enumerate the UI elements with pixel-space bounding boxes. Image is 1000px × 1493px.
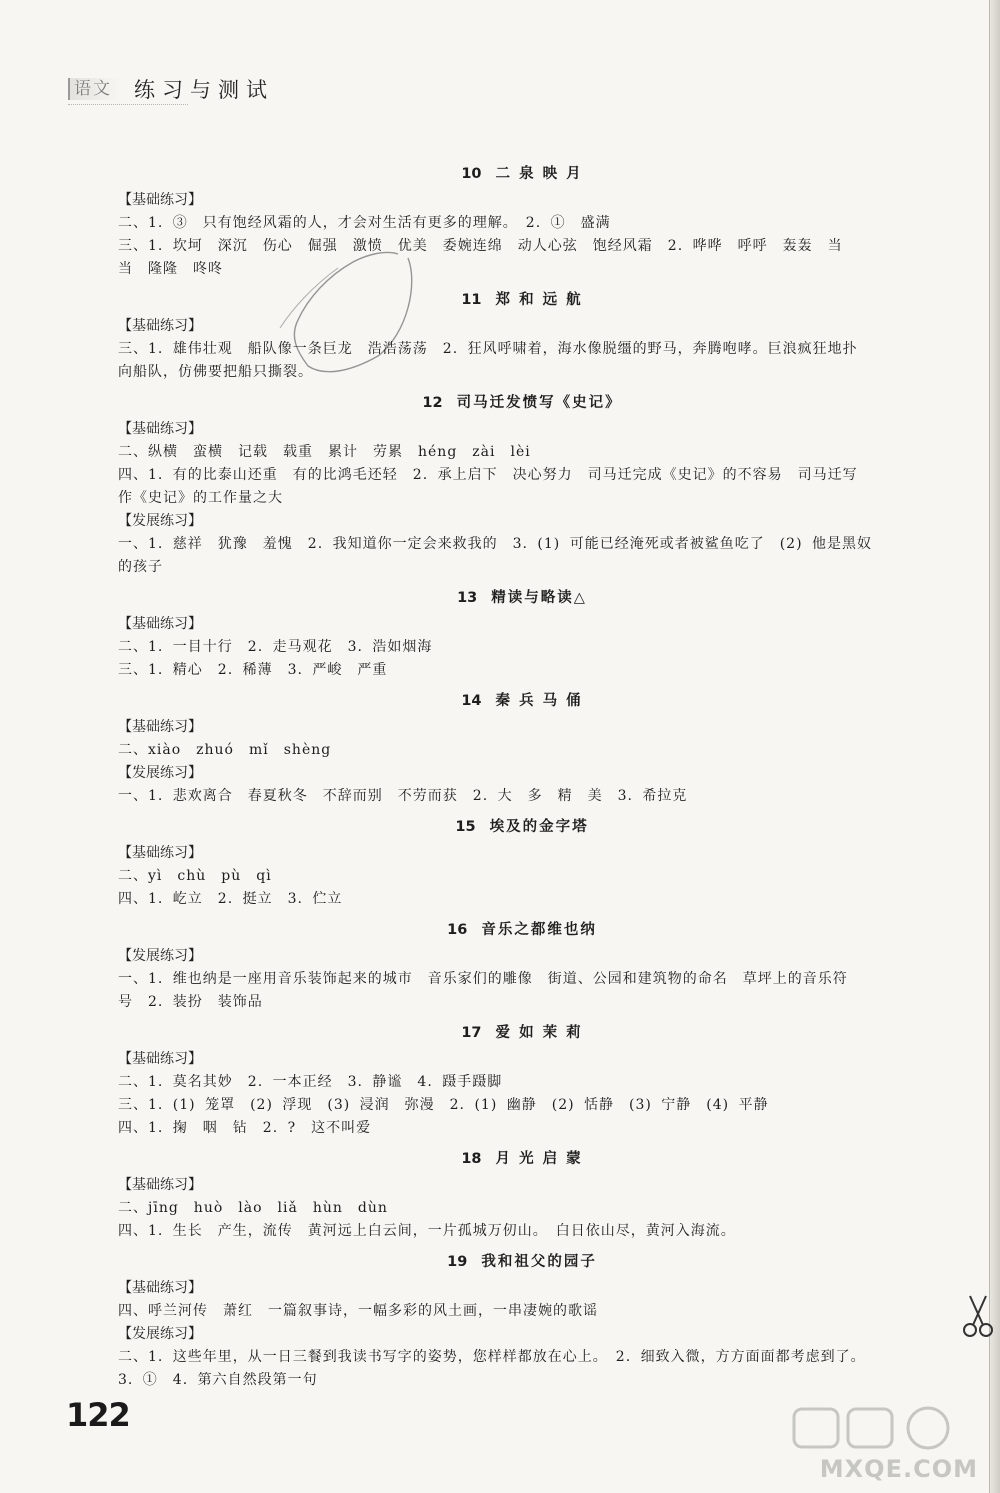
- answer-line: 四、1. 屹立 2. 挺立 3. 伫立: [118, 891, 343, 907]
- answer-line: 四、1. 掬 咽 钻 2. ? 这不叫爱: [118, 1120, 372, 1136]
- exercise-section-label: 【基础练习】: [118, 1280, 202, 1296]
- exercise-section-label: 【基础练习】: [118, 1051, 202, 1067]
- lesson-name: 二 泉 映 月: [495, 166, 583, 182]
- answer-line: 三、1. 精心 2. 稀薄 3. 严峻 严重: [118, 662, 388, 678]
- answer-line: 二、纵横 蛮横 记载 载重 累计 劳累 héng zài lèi: [118, 444, 531, 460]
- lesson-name: 郑 和 远 航: [495, 292, 583, 308]
- subject-badge: 语文: [68, 78, 120, 100]
- lesson-number: 15: [455, 819, 476, 835]
- lesson-title: [118, 163, 926, 185]
- exercise-section-label: 【基础练习】: [118, 616, 202, 632]
- answer-line: 一、1. 慈祥 犹豫 羞愧 2. 我知道你一定会来救我的 3. (1) 可能已经淹死或者被鲨鱼吃了 (2) 他是黑奴: [118, 536, 872, 552]
- answer-line: 向船队，仿佛要把船只撕裂。: [118, 364, 313, 380]
- lesson-name: 音乐之都维也纳: [481, 922, 597, 938]
- exercise-section-label: 【发展练习】: [118, 948, 202, 964]
- answer-line: 二、xiào zhuó mǐ shèng: [118, 742, 332, 758]
- lesson-number: 11: [461, 292, 482, 308]
- answer-line: 二、1. 莫名其妙 2. 一本正经 3. 静谧 4. 蹑手蹑脚: [118, 1074, 503, 1090]
- page-edge: [990, 0, 1000, 1493]
- book-title: 练习与测试: [134, 78, 274, 102]
- lesson-name: 精读与略读△: [491, 590, 587, 606]
- lesson-title: [118, 289, 926, 311]
- lesson-title: [118, 1251, 926, 1273]
- answer-line: 的孩子: [118, 559, 163, 575]
- lesson-name: 司马迁发愤写《史记》: [456, 395, 622, 411]
- answer-line: 二、1. 一目十行 2. 走马观花 3. 浩如烟海: [118, 639, 433, 655]
- lesson-number: 19: [447, 1254, 468, 1270]
- answer-line: 作《史记》的工作量之大: [118, 490, 283, 506]
- lesson-name: 埃及的金字塔: [489, 819, 589, 835]
- exercise-section-label: 【发展练习】: [118, 513, 202, 529]
- lesson-title: [118, 587, 926, 609]
- lesson-title: [118, 1022, 926, 1044]
- lesson-name: 我和祖父的园子: [481, 1254, 597, 1270]
- scissors-icon: [960, 1292, 996, 1342]
- answer-line: 二、yì chù pù qì: [118, 868, 272, 884]
- lesson-number: 18: [461, 1151, 482, 1167]
- lesson-title: [118, 919, 926, 941]
- answer-line: 号 2. 装扮 装饰品: [118, 994, 263, 1010]
- exercise-section-label: 【基础练习】: [118, 719, 202, 735]
- watermark-emblem-icon: [788, 1403, 978, 1453]
- answer-line: 四、呼兰河传 萧红 一篇叙事诗，一幅多彩的风土画，一串凄婉的歌谣: [118, 1303, 598, 1319]
- lesson-number: 17: [461, 1025, 482, 1041]
- lesson-name: 月 光 启 蒙: [495, 1151, 583, 1167]
- header-rule: [68, 104, 188, 105]
- exercise-section-label: 【发展练习】: [118, 765, 202, 781]
- lesson-number: 13: [457, 590, 478, 606]
- answer-line: 三、1. (1) 笼罩 (2) 浮现 (3) 浸润 弥漫 2. (1) 幽静 (2) 恬静 (3) 宁静 (4) 平静: [118, 1097, 769, 1113]
- answer-line: 四、1. 生长 产生，流传 黄河远上白云间，一片孤城万仞山。 白日依山尽，黄河入海流。: [118, 1223, 736, 1239]
- lesson-number: 16: [447, 922, 468, 938]
- page-header: [68, 72, 274, 106]
- lesson-title: [118, 816, 926, 838]
- exercise-section-label: 【发展练习】: [118, 1326, 202, 1342]
- answer-line: 一、1. 悲欢离合 春夏秋冬 不辞而别 不劳而获 2. 大 多 精 美 3. 希拉克: [118, 788, 688, 804]
- page-number: 122: [66, 1396, 130, 1434]
- binding-cut-line: [989, 0, 990, 1493]
- lesson-number: 12: [422, 395, 443, 411]
- exercise-section-label: 【基础练习】: [118, 845, 202, 861]
- lesson-name: 秦 兵 马 俑: [495, 693, 583, 709]
- exercise-section-label: 【基础练习】: [118, 1177, 202, 1193]
- watermark-logo: [788, 1403, 978, 1483]
- answer-line: 二、1. ③ 只有饱经风霜的人，才会对生活有更多的理解。 2. ① 盛满: [118, 215, 611, 231]
- lesson-title: [118, 392, 926, 414]
- answer-line: 二、jīng huò lào liǎ hùn dùn: [118, 1200, 388, 1216]
- exercise-section-label: 【基础练习】: [118, 192, 202, 208]
- lesson-name: 爱 如 茉 莉: [495, 1025, 583, 1041]
- watermark-text: MXQE.COM: [819, 1455, 978, 1483]
- lesson-title: [118, 1148, 926, 1170]
- answer-line: 四、1. 有的比泰山还重 有的比鸿毛还轻 2. 承上启下 决心努力 司马迁完成《史记》的不容易 司马迁写: [118, 467, 858, 483]
- answer-line: 当 隆隆 咚咚: [118, 261, 223, 277]
- answer-line: 三、1. 雄伟壮观 船队像一条巨龙 浩浩荡荡 2. 狂风呼啸着，海水像脱缰的野马，奔腾咆哮。巨浪疯狂地扑: [118, 341, 858, 357]
- answer-line: 一、1. 维也纳是一座用音乐装饰起来的城市 音乐家们的雕像 街道、公园和建筑物的命名 草坪上的音乐符: [118, 971, 848, 987]
- lesson-number: 10: [461, 166, 482, 182]
- answer-line: 3. ① 4. 第六自然段第一句: [118, 1372, 318, 1388]
- answer-content: [118, 163, 926, 1392]
- lesson-title: [118, 690, 926, 712]
- exercise-section-label: 【基础练习】: [118, 421, 202, 437]
- answer-line: 二、1. 这些年里，从一日三餐到我读书写字的姿势，您样样都放在心上。 2. 细致入微，方方面面都考虑到了。: [118, 1349, 866, 1365]
- exercise-section-label: 【基础练习】: [118, 318, 202, 334]
- answer-line: 三、1. 坎坷 深沉 伤心 倔强 激愤 优美 委婉连绵 动人心弦 饱经风霜 2. 哗哗 呼呼 轰轰 当: [118, 238, 843, 254]
- lesson-number: 14: [461, 693, 482, 709]
